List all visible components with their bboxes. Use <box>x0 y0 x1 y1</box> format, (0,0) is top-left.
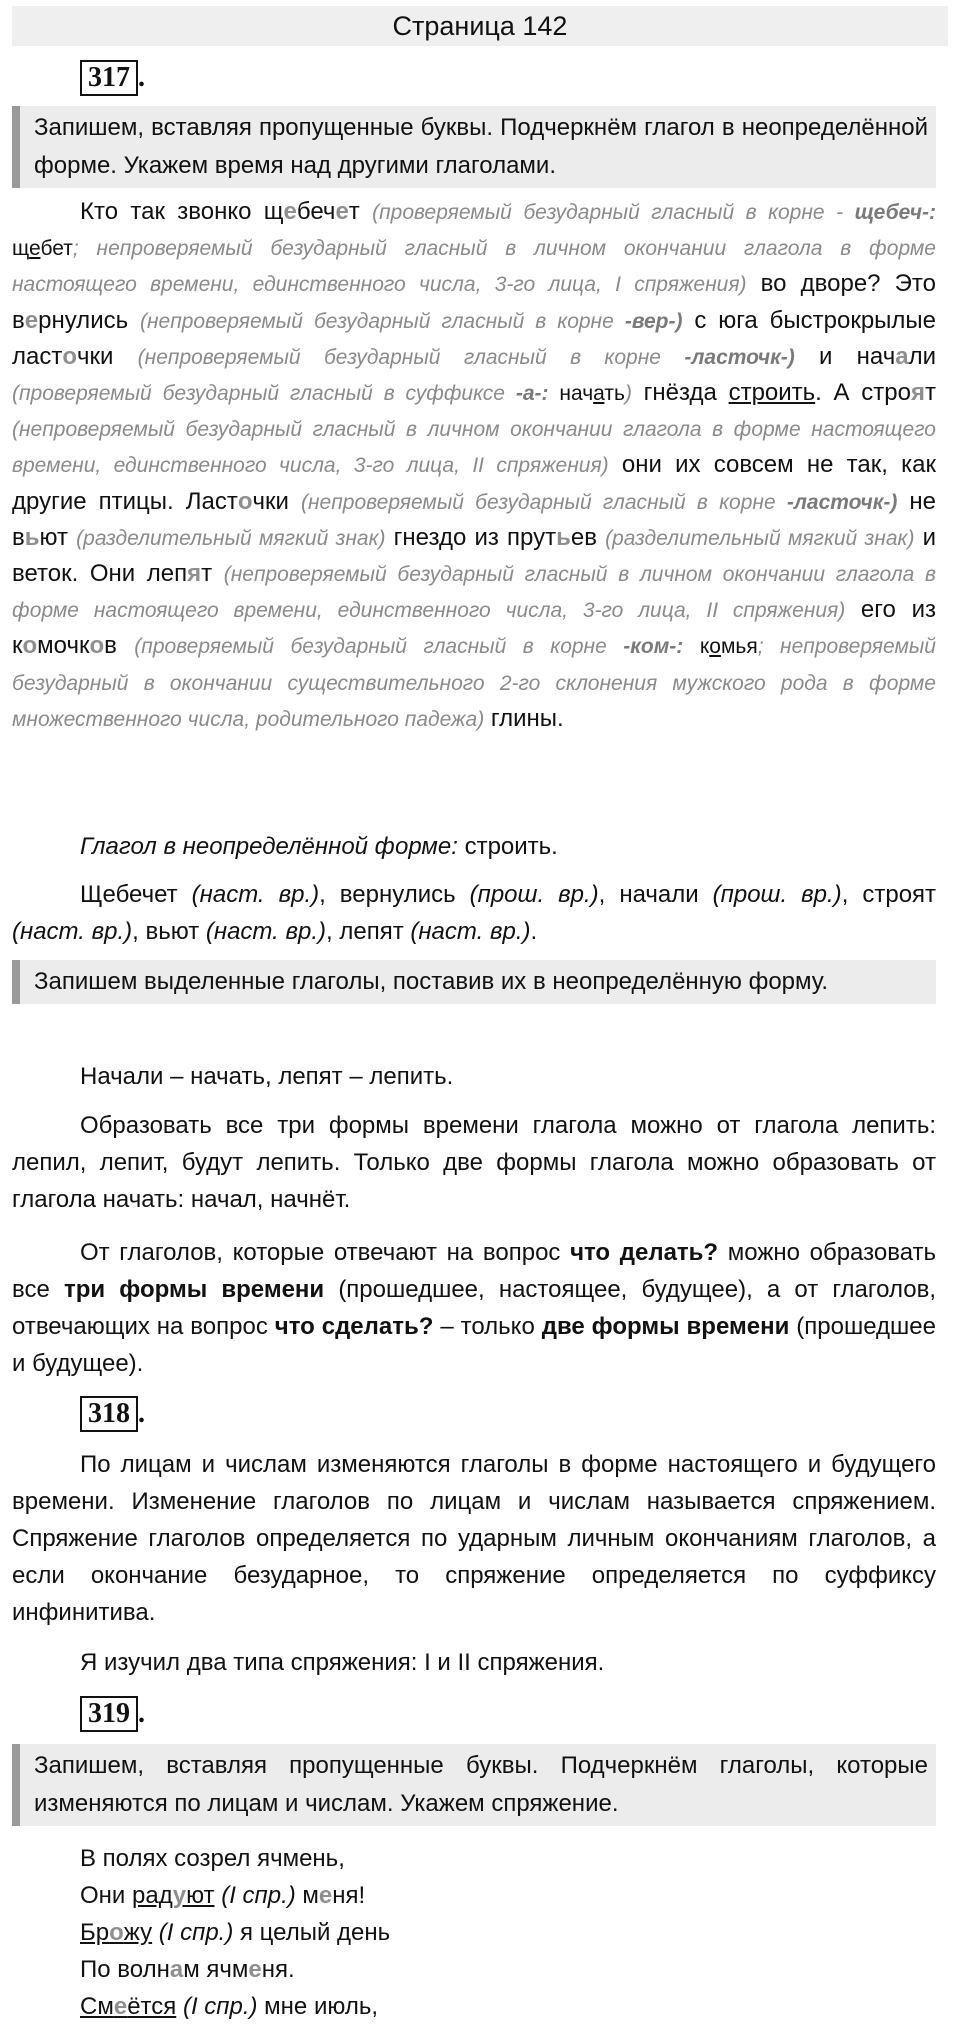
rule-paragraph <box>12 1234 936 1382</box>
poem-line: По волнам ячменя. <box>80 1956 295 1983</box>
rule-bold: что сделать? <box>274 1313 434 1340</box>
instruction-317: Запишем, вставляя пропущенные буквы. Подчеркнём глагол в неопределённой форме. Укажем время над другими глаголами. <box>12 106 936 188</box>
rule-text: От глаголов, которые отвечают на вопрос <box>80 1239 571 1266</box>
period: . <box>530 918 538 945</box>
conjugation-paragraph: По лицам и числам изменяются глаголы в форме настоящего и будущего времени. Изменение глаголов по лицам и числам называется спряжением. Спряжение глаголов определяется по ударным личным окончаниям глаголов, а если окончание безударное, то спряжение определяется по суффиксу инфинитива. <box>12 1451 936 1626</box>
exercise-number: 317 <box>80 60 138 96</box>
verb-infinitive-value: строить. <box>457 833 558 860</box>
instruction-317-2: Запишем выделенные глаголы, поставив их в неопределённую форму. <box>12 960 936 1004</box>
verb: , вернулись <box>319 881 470 908</box>
poem <box>80 1840 390 2025</box>
number-dot: . <box>138 62 145 93</box>
number-dot: . <box>138 1398 145 1429</box>
exercise-317-text: Кто так звонко щебечет (проверяемый безударный гласный в корне - щебеч-: щебет; непроверяемый безударный гласный в личном окончании глагола в форме настоящего времени, единственного числа, 3-го лица, I спряжения) во дворе? Это вернулись (непроверяемый безударный гласный в корне -вер-) с юга быстрокрылые ласточки (непроверяемый безударный гласный в корне -ласточк-) и начали (проверяемый безударный гласный в суффиксе -а-: начать) гнёзда строить. А строят (непроверяемый безударный гласный в личном окончании глагола в форме настоящего времени, единственного числа, 3-го лица, II спряжения) они их совсем не так, как другие птицы. Ласточки (непроверяемый безударный гласный в корне -ласточк-) не вьют (разделительный мягкий знак) гнездо из прутьев (разделительный мягкий знак) и веток. Они лепят (непроверяемый безударный гласный в личном окончании глагола в форме настоящего времени, единственного числа, 3-го лица, II спряжения) его из комочков (проверяемый безударный гласный в корне -ком-: комья; непроверяемый безударный в окончании существительного 2-го склонения мужского рода в форме множественного числа, родительного падежа) глины. <box>12 198 937 732</box>
rule-bold: три формы времени <box>63 1276 325 1303</box>
exercise-317-number-box <box>80 60 145 96</box>
forms-paragraph: Образовать все три формы времени глагола можно от глагола лепить: лепил, лепит, будут лепить. Только две формы глагола можно образовать от глагола начать: начал, начнёт. <box>12 1112 936 1213</box>
tense-label: (прош. вр.) <box>712 881 842 908</box>
conjugation-types: Я изучил два типа спряжения: I и II спряжения. <box>80 1649 605 1676</box>
number-dot: . <box>138 1698 145 1729</box>
conjugation-label: (I спр.) <box>158 1919 234 1946</box>
tense-label: (наст. вр.) <box>191 881 320 908</box>
exercise-319-number-box <box>80 1696 145 1732</box>
verb: Щебечет <box>80 881 192 908</box>
rule-text: – только <box>433 1313 542 1340</box>
rule-bold: что делать? <box>570 1239 719 1266</box>
instruction-319: Запишем, вставляя пропущенные буквы. Подчеркнём глаголы, которые изменяются по лицам и числам. Укажем спряжение. <box>12 1744 936 1826</box>
answer-infinitives: Начали – начать, лепят – лепить. <box>80 1063 454 1090</box>
rule-text: (прошедшее и будущее). <box>12 1313 936 1377</box>
poem-line: Они радуют (I спр.) меня! <box>80 1882 366 1909</box>
exercise-number: 318 <box>80 1396 138 1432</box>
verb: , вьют <box>132 918 206 945</box>
tense-label: (наст. вр.) <box>12 918 133 945</box>
tense-label: (прош. вр.) <box>469 881 599 908</box>
tense-label: (наст. вр.) <box>205 918 327 945</box>
conjugation-label: (I спр.) <box>182 1993 258 2020</box>
exercise-318-number-box <box>80 1396 145 1432</box>
exercise-number: 319 <box>80 1696 138 1732</box>
poem-line: В полях созрел ячмень, <box>80 1845 345 1872</box>
verb: , начали <box>598 881 713 908</box>
tense-label: (наст. вр.) <box>410 918 531 945</box>
rule-text: (прошедшее, настоящее, будущее), а от глаголов, отвечающих на вопрос <box>12 1276 936 1340</box>
rule-text: можно образовать все <box>12 1239 937 1303</box>
verb: , строят <box>841 881 937 908</box>
rule-bold: две формы времени <box>541 1313 790 1340</box>
poem-line: Смеётся (I спр.) мне июль, <box>80 1993 378 2020</box>
poem-line: Брожу (I спр.) я целый день <box>80 1919 391 1946</box>
tenses-paragraph <box>12 876 936 950</box>
verb-infinitive-line <box>12 828 936 865</box>
page-title: Страница 142 <box>12 6 948 46</box>
verb: , лепят <box>326 918 411 945</box>
conjugation-label: (I спр.) <box>221 1882 296 1909</box>
verb-infinitive-label: Глагол в неопределённой форме: <box>80 833 458 860</box>
